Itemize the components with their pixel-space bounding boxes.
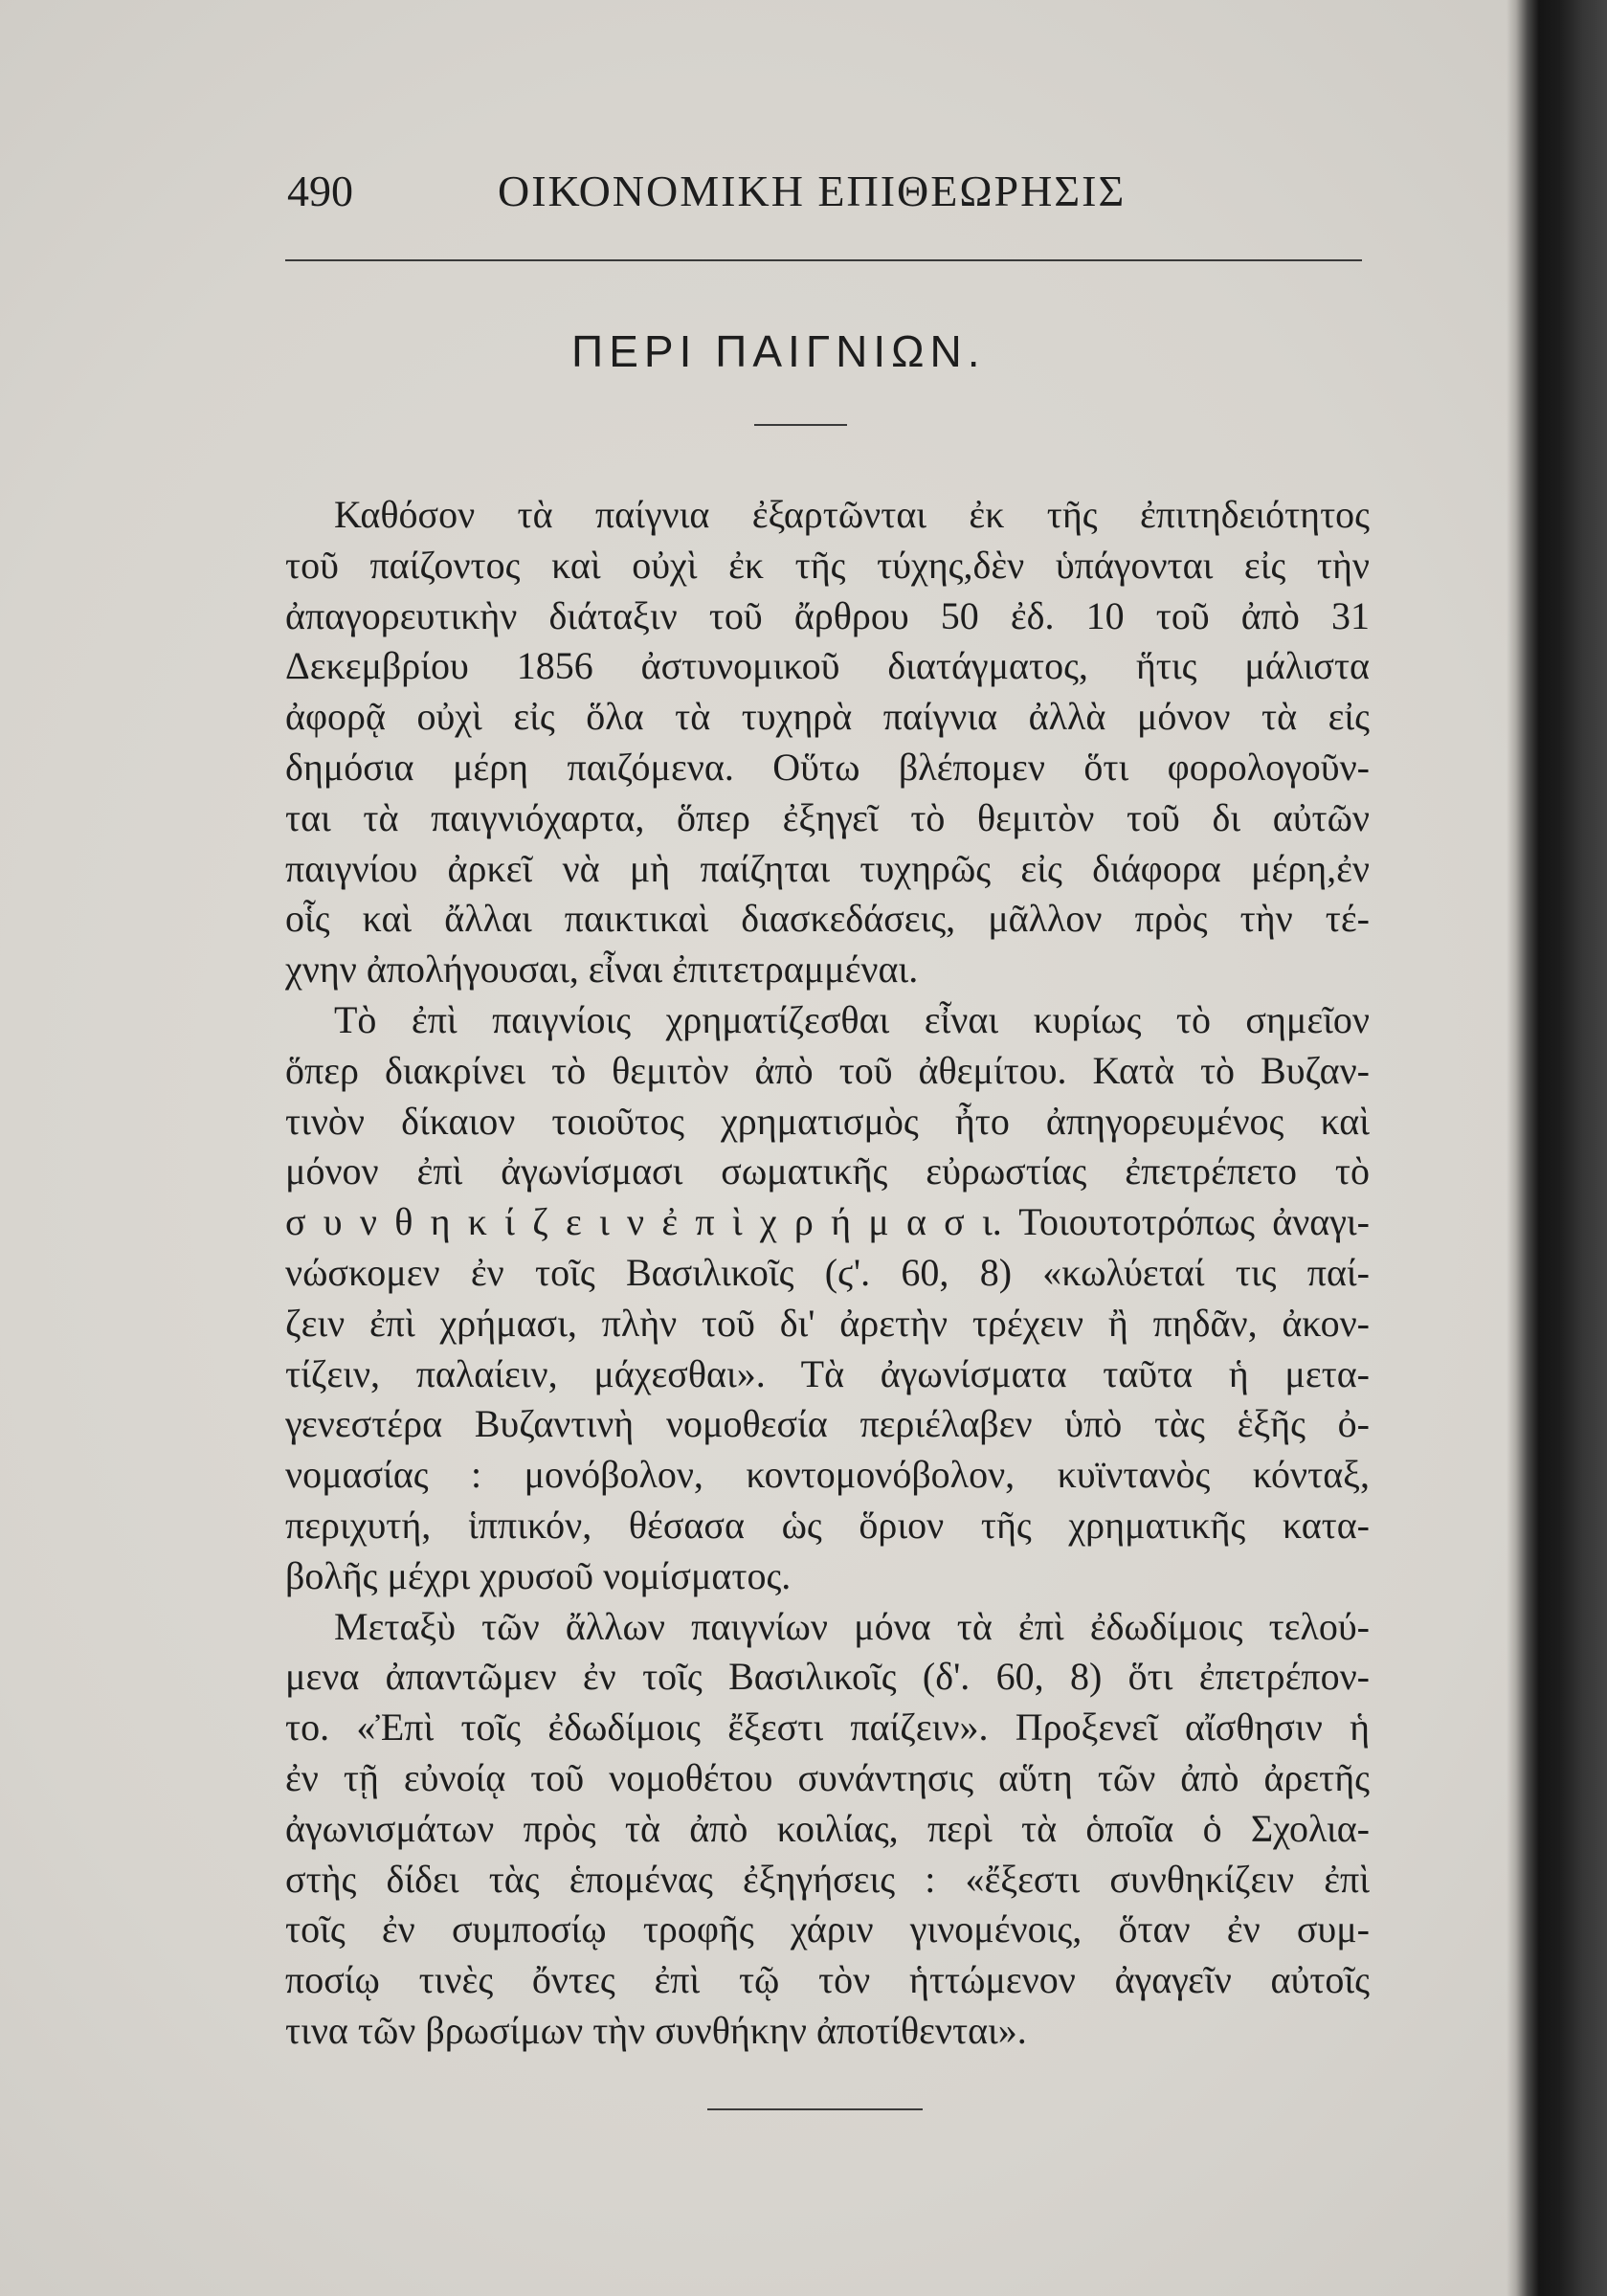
text-line: περιχυτή, ἱππικόν, θέσασα ὡς ὅριον τῆς χρηματικῆς κατα- (285, 1503, 1370, 1547)
text-line: Καθόσον τὰ παίγνια ἐξαρτῶνται ἐκ τῆς ἐπιτηδειότητος (334, 493, 1370, 536)
page-number: 490 (287, 167, 353, 215)
text-line: χνην ἀπολήγουσαι, εἶναι ἐπιτετραμμέναι. (285, 947, 919, 992)
text-line: Δεκεμβρίου 1856 ἀστυνομικοῦ διατάγματος, ἥτις μάλιστα (285, 644, 1370, 688)
header-rule (285, 259, 1362, 261)
text-line: τοῦ παίζοντος καὶ οὐχὶ ἐκ τῆς τύχης,δὲν ὑπάγονται εἰς τὴν (285, 543, 1370, 587)
text-line: σ υ ν θ η κ ί ζ ε ι ν ἐ π ὶ χ ρ ή μ α σ ι. Τοιουτοτρόπως ἀναγι- (285, 1200, 1370, 1244)
page-binding-shadow (1507, 0, 1607, 2296)
article-title: ΠΕΡΙ ΠΑΙΓΝΙΩΝ. (571, 326, 986, 376)
text-line: ἐν τῇ εὐνοίᾳ τοῦ νομοθέτου συνάντησις αὕτη τῶν ἀπὸ ἀρετῆς (285, 1755, 1370, 1799)
text-line: νώσκομεν ἐν τοῖς Βασιλικοῖς (ϛ'. 60, 8) «κωλύεταί τις παί- (285, 1250, 1370, 1294)
text-line: μενα ἀπαντῶμεν ἐν τοῖς Βασιλικοῖς (δ'. 60, 8) ὅτι ἐπετρέπον- (285, 1655, 1370, 1699)
paragraph-1 (285, 490, 1370, 995)
text-line: γενεστέρα Βυζαντινὴ νομοθεσία περιέλαβεν ὑπὸ τὰς ἑξῆς ὀ- (285, 1402, 1370, 1446)
text-line: ἀφορᾷ οὐχὶ εἰς ὅλα τὰ τυχηρὰ παίγνια ἀλλὰ μόνον τὰ εἰς (285, 695, 1370, 739)
text-line: ὅπερ διακρίνει τὸ θεμιτὸν ἀπὸ τοῦ ἀθεμίτου. Κατὰ τὸ Βυζαν- (285, 1048, 1370, 1092)
paragraph-2 (285, 995, 1370, 1602)
text-line: βολῆς μέχρι χρυσοῦ νομίσματος. (285, 1553, 792, 1597)
text-line: οἷς καὶ ἄλλαι παικτικαὶ διασκεδάσεις, μᾶλλον πρὸς τὴν τέ- (285, 897, 1370, 941)
end-rule (707, 2108, 923, 2110)
text-line: παιγνίου ἀρκεῖ νὰ μὴ παίζηται τυχηρῶς εἰς διάφορα μέρη,ἐν (285, 846, 1370, 890)
running-title: ΟΙΚΟΝΟΜΙΚΗ ΕΠΙΘΕΩΡΗΣΙΣ (498, 167, 1127, 215)
text-line: το. «Ἐπὶ τοῖς ἐδωδίμοις ἔξεστι παίζειν». Προξενεῖ αἴσθησιν ἡ (285, 1705, 1370, 1750)
article-body (285, 490, 1370, 2057)
text-line: τίζειν, παλαίειν, μάχεσθαι». Τὰ ἀγωνίσματα ταῦτα ἡ μετα- (285, 1351, 1370, 1395)
text-line: μόνον ἐπὶ ἀγωνίσμασι σωματικῆς εὐρωστίας ἐπετρέπετο τὸ (285, 1149, 1370, 1193)
text-line: ζειν ἐπὶ χρήμασι, πλὴν τοῦ δι' ἀρετὴν τρέχειν ἢ πηδᾶν, ἀκον- (285, 1301, 1370, 1345)
text-line: ἀπαγορευτικὴν διάταξιν τοῦ ἄρθρου 50 ἐδ. 10 τοῦ ἀπὸ 31 (285, 593, 1370, 637)
text-line: τινα τῶν βρωσίμων τὴν συνθήκην ἀποτίθενται». (285, 2008, 1027, 2052)
text-line: δημόσια μέρη παιζόμενα. Οὕτω βλέπομεν ὅτι φορολογοῦν- (285, 745, 1370, 789)
text-line: τοῖς ἐν συμποσίῳ τροφῆς χάριν γινομένοις, ὅταν ἐν συμ- (285, 1907, 1370, 1951)
text-line: ἀγωνισμάτων πρὸς τὰ ἀπὸ κοιλίας, περὶ τὰ ὁποῖα ὁ Σχολια- (285, 1806, 1370, 1850)
text-line: Τὸ ἐπὶ παιγνίοις χρηματίζεσθαι εἶναι κυρίως τὸ σημεῖον (334, 997, 1370, 1041)
paragraph-3 (285, 1602, 1370, 2057)
text-line: τινὸν δίκαιον τοιοῦτος χρηματισμὸς ἦτο ἀπηγορευμένος καὶ (285, 1099, 1370, 1143)
text-line: Μεταξὺ τῶν ἄλλων παιγνίων μόνα τὰ ἐπὶ ἐδωδίμοις τελού- (334, 1604, 1370, 1648)
text-line: στὴς δίδει τὰς ἑπομένας ἐξηγήσεις : «ἔξεστι συνθηκίζειν ἐπὶ (285, 1857, 1370, 1901)
title-rule (754, 424, 847, 426)
text-line: νομασίας : μονόβολον, κοντομονόβολον, κυϊντανὸς κόνταξ, (285, 1453, 1370, 1497)
text-line: ται τὰ παιγνιόχαρτα, ὅπερ ἐξηγεῖ τὸ θεμιτὸν τοῦ δι αὐτῶν (285, 795, 1370, 839)
text-line: ποσίῳ τινὲς ὄντες ἐπὶ τῷ τὸν ἡττώμενον ἀγαγεῖν αὐτοῖς (285, 1958, 1370, 2002)
